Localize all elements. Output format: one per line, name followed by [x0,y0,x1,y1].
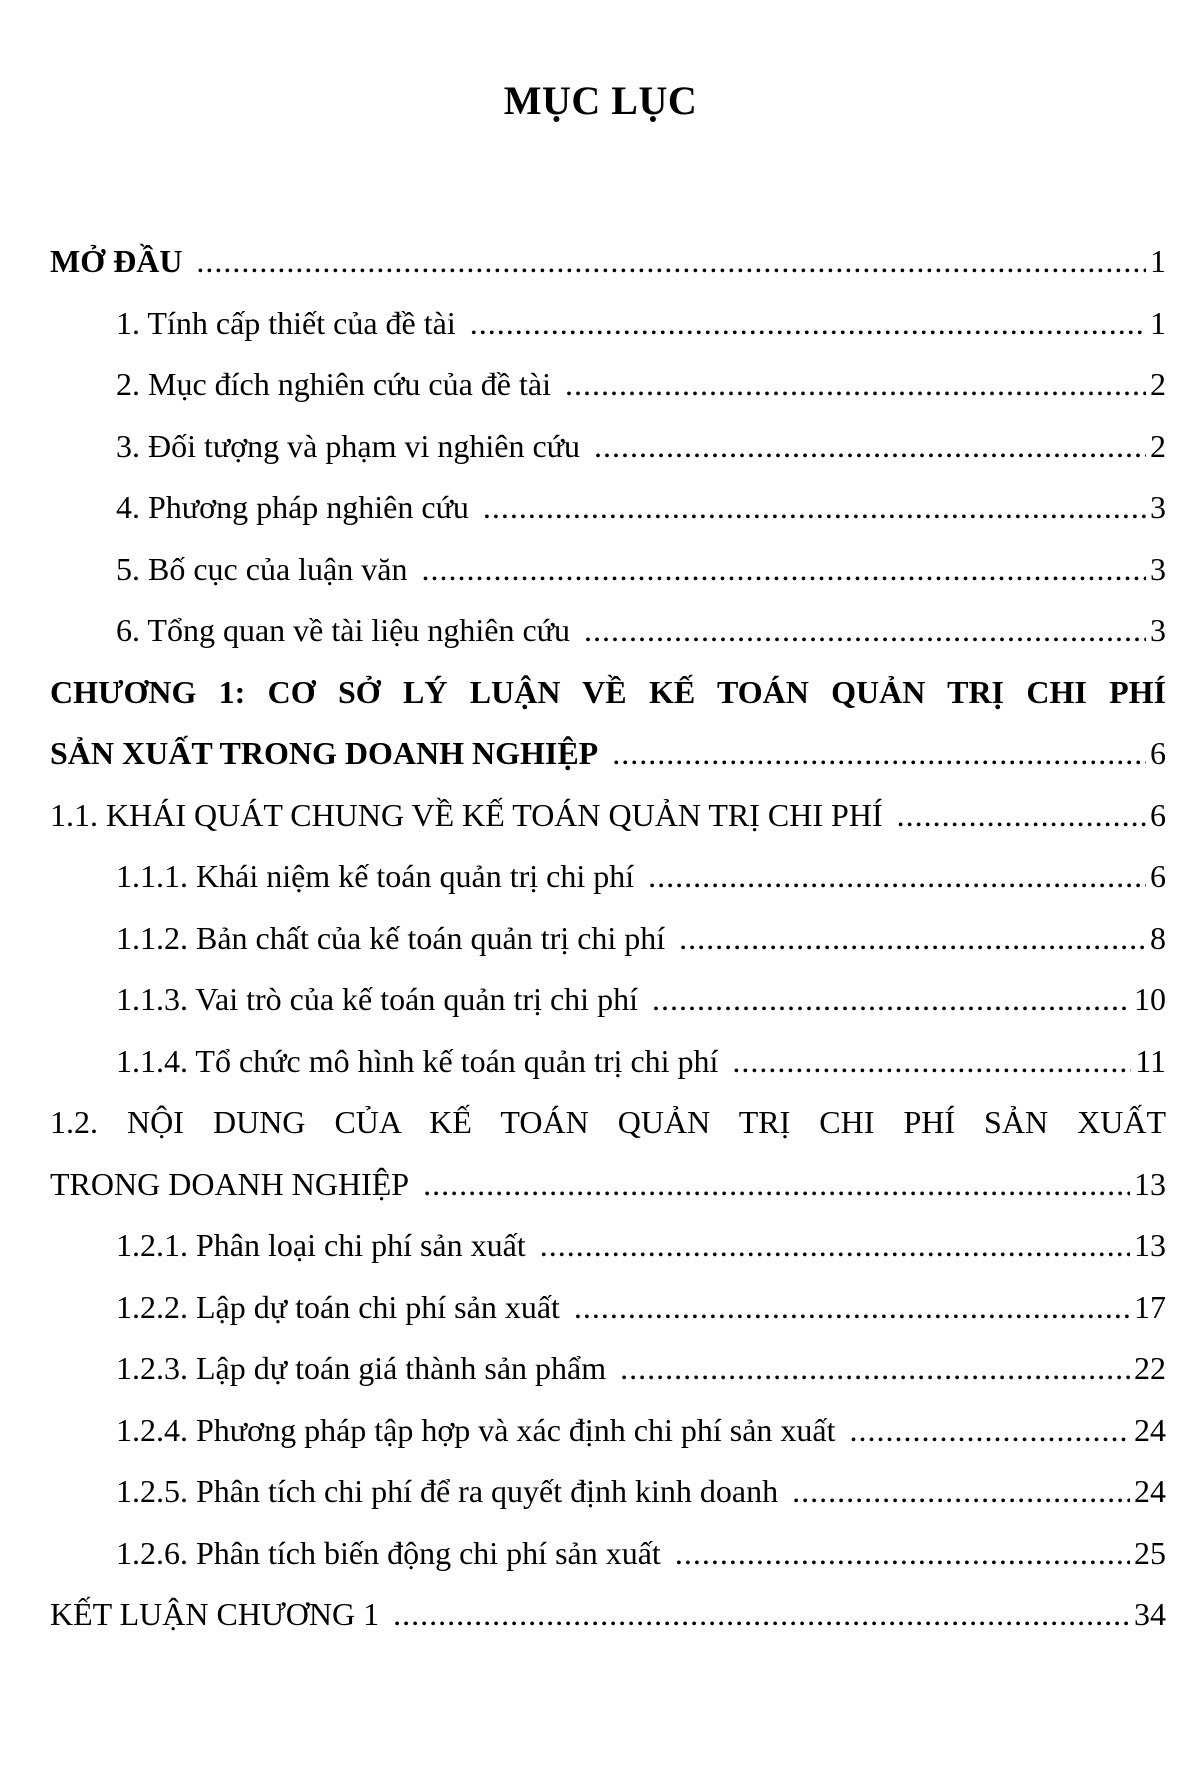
dot-leader [792,1461,1130,1523]
toc-entry-chuong-1[interactable] [50,662,1166,785]
toc-entry-label: 2. Mục đích nghiên cứu của đề tài [116,366,551,402]
toc-page-number: 6 [1150,796,1166,833]
toc-page-number: 1 [1150,243,1166,279]
table-of-contents [50,231,1166,1646]
dot-leader [565,354,1146,416]
toc-entry-1-2-1[interactable] [50,1215,1166,1277]
toc-entry-label: 1.2.6. Phân tích biến động chi phí sản xuất [116,1534,661,1571]
toc-page-number: 6 [1150,735,1166,771]
toc-page-number: 17 [1134,1288,1166,1325]
toc-entry-tinh-cap-thiet[interactable] [50,293,1166,355]
toc-entry-label: 1.1. KHÁI QUÁT CHUNG VỀ KẾ TOÁN QUẢN TRỊ CHI PHÍ [50,796,883,833]
dot-leader [470,293,1146,355]
dot-leader [652,969,1130,1031]
toc-page-number: 11 [1135,1042,1166,1079]
toc-entry-tong-quan[interactable] [50,600,1166,662]
toc-entry-1-2-4[interactable] [50,1400,1166,1462]
toc-entry-label: 1. Tính cấp thiết của đề tài [116,304,456,341]
toc-entry-label: 6. Tổng quan về tài liệu nghiên cứu [116,612,570,648]
toc-entry-1-2-2[interactable] [50,1277,1166,1339]
toc-entry-label: 1.2.2. Lập dự toán chi phí sản xuất [116,1288,560,1325]
toc-entry-label: 1.1.1. Khái niệm kế toán quản trị chi phí [116,858,635,894]
toc-entry-label: 1.1.3. Vai trò của kế toán quản trị chi phí [116,981,638,1017]
toc-page-number: 2 [1150,427,1166,464]
toc-entry-muc-dich[interactable] [50,354,1166,416]
dot-leader [850,1400,1130,1462]
toc-entry-label: KẾT LUẬN CHƯƠNG 1 [50,1596,380,1632]
dot-leader [732,1031,1131,1093]
dot-leader [675,1523,1130,1585]
dot-leader [594,416,1146,478]
dot-leader [196,231,1146,293]
toc-entry-label: 1.1.4. Tổ chức mô hình kế toán quản trị chi phí [116,1042,719,1079]
toc-entry-label-line-1: CHƯƠNG 1: CƠ SỞ LÝ LUẬN VỀ KẾ TOÁN QUẢN TRỊ CHI PHÍ [50,673,1166,710]
page-title: MỤC LỤC [503,78,698,123]
dot-leader [620,1338,1130,1400]
toc-entry-phuong-phap[interactable] [50,477,1166,539]
toc-entry-label: 1.2.3. Lập dự toán giá thành sản phẩm [116,1350,607,1386]
dot-leader [897,785,1146,847]
toc-entry-1-1[interactable] [50,785,1166,847]
dot-leader [421,539,1146,601]
toc-entry-1-1-1[interactable] [50,846,1166,908]
toc-entry-1-1-4[interactable] [50,1031,1166,1093]
dot-leader [648,846,1146,908]
toc-entry-bo-cuc[interactable] [50,539,1166,601]
dot-leader [423,1154,1130,1216]
toc-entry-1-2[interactable] [50,1092,1166,1215]
dot-leader [574,1277,1130,1339]
dot-leader [584,600,1146,662]
toc-entry-label: 3. Đối tượng và phạm vi nghiên cứu [116,427,580,464]
toc-entry-1-1-2[interactable] [50,908,1166,970]
toc-page-number: 13 [1134,1227,1166,1263]
dot-leader [540,1215,1130,1277]
dot-leader [483,477,1146,539]
toc-entry-doi-tuong[interactable] [50,416,1166,478]
toc-page-number: 6 [1150,858,1166,894]
toc-entry-line-2 [50,1154,1166,1216]
toc-entry-label: 1.2.5. Phân tích chi phí để ra quyết định kinh doanh [116,1473,779,1509]
toc-entry-label: 4. Phương pháp nghiên cứu [116,489,469,525]
toc-page-number: 13 [1134,1165,1166,1202]
toc-page-number: 25 [1134,1534,1166,1571]
toc-entry-label: 5. Bố cục của luận văn [116,550,408,587]
toc-page-number: 3 [1150,489,1166,525]
toc-page-number: 24 [1134,1411,1166,1448]
dot-leader [679,908,1146,970]
toc-entry-1-2-6[interactable] [50,1523,1166,1585]
toc-page-number: 1 [1150,304,1166,341]
toc-entry-line-2 [50,723,1166,785]
toc-entry-label: 1.2.4. Phương pháp tập hợp và xác định chi phí sản xuất [116,1411,836,1448]
toc-page-number: 34 [1134,1596,1166,1632]
toc-page-number: 3 [1150,612,1166,648]
toc-entry-label: 1.1.2. Bản chất của kế toán quản trị chi phí [116,919,666,956]
toc-page-number: 22 [1134,1350,1166,1386]
toc-page-number: 3 [1150,550,1166,587]
toc-entry-1-2-3[interactable] [50,1338,1166,1400]
toc-entry-label-line-2: TRONG DOANH NGHIỆP [50,1165,410,1202]
toc-page-number: 10 [1134,981,1166,1017]
toc-entry-label-line-1: 1.2. NỘI DUNG CỦA KẾ TOÁN QUẢN TRỊ CHI PHÍ SẢN XUẤT [50,1104,1166,1140]
toc-entry-mo-dau[interactable] [50,231,1166,293]
dot-leader [612,723,1146,785]
toc-entry-ket-luan[interactable] [50,1584,1166,1646]
toc-entry-1-1-3[interactable] [50,969,1166,1031]
toc-page-number: 24 [1134,1473,1166,1509]
toc-page-number: 8 [1150,919,1166,956]
toc-entry-label: MỞ ĐẦU [50,243,183,279]
toc-entry-label-line-2: SẢN XUẤT TRONG DOANH NGHIỆP [50,735,599,771]
dot-leader [393,1584,1130,1646]
toc-entry-1-2-5[interactable] [50,1461,1166,1523]
toc-entry-label: 1.2.1. Phân loại chi phí sản xuất [116,1227,526,1263]
toc-page-number: 2 [1150,366,1166,402]
